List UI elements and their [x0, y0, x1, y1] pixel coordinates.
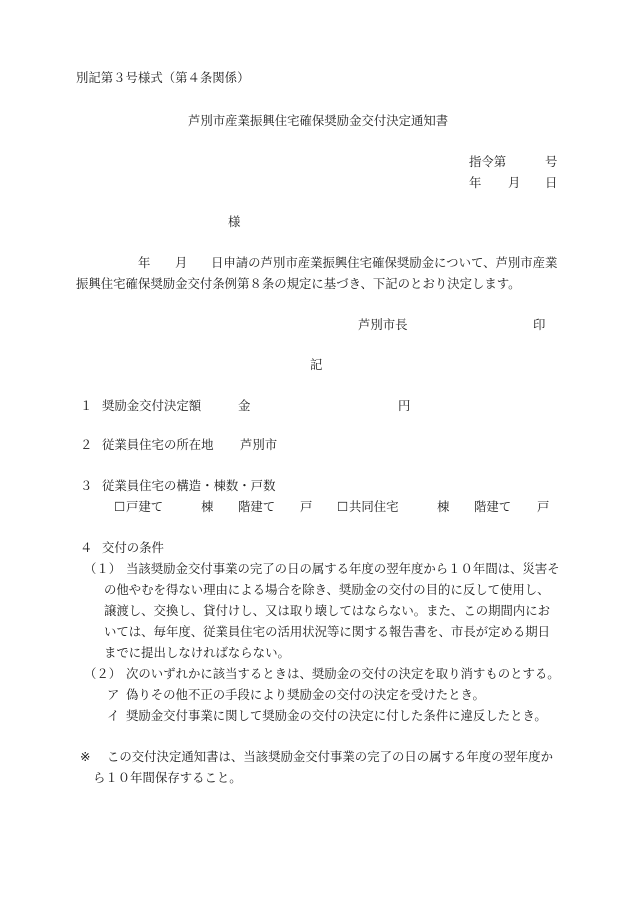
date-month: 月 — [508, 175, 521, 190]
body-line-2: 振興住宅確保奨励金交付条例第８条の規定に基づき、下記のとおり決定します。 — [76, 276, 521, 291]
item1-currency: 金 — [238, 398, 251, 413]
condition2-i-marker: イ — [107, 708, 120, 723]
condition1-line-5: までに提出しなければならない。 — [104, 645, 290, 660]
body-line-1: 日申請の芦別市産業振興住宅確保奨励金について、芦別市産業 — [211, 255, 558, 270]
note-line-1: この交付決定通知書は、当該奨励金交付事業の完了の日の属する年度の翌年度か — [107, 749, 554, 764]
shared-checkbox[interactable]: ☐ — [337, 499, 349, 514]
directive-number-suffix: 号 — [545, 154, 558, 169]
date-year: 年 — [469, 175, 482, 190]
item3-number: ３ — [80, 478, 93, 493]
item4-number: ４ — [80, 540, 93, 555]
item1-number: １ — [80, 398, 93, 413]
seal-mark: 印 — [533, 317, 546, 332]
detached-label: 戸建て — [126, 499, 164, 514]
item4-label: 交付の条件 — [102, 540, 164, 555]
detached-building-unit: 棟 — [201, 499, 214, 514]
date-day: 日 — [545, 175, 558, 190]
item2-label: 従業員住宅の所在地 — [102, 437, 214, 452]
detached-unit: 戸 — [300, 499, 313, 514]
condition2-line-1: 次のいずれかに該当するときは、奨励金の交付の決定を取り消すものとする。 — [126, 666, 560, 681]
shared-label: 共同住宅 — [349, 499, 399, 514]
item2-number: ２ — [80, 437, 93, 452]
item1-unit: 円 — [398, 398, 411, 413]
shared-building-unit: 棟 — [437, 499, 450, 514]
body-year: 年 — [138, 255, 151, 270]
shared-floors: 階建て — [474, 499, 512, 514]
signer-title: 芦別市長 — [358, 317, 408, 332]
item2-value: 芦別市 — [240, 437, 278, 452]
condition1-number: （１） — [84, 561, 122, 576]
item3-label: 従業員住宅の構造・棟数・戸数 — [102, 478, 276, 493]
condition2-number: （２） — [84, 666, 122, 681]
item1-label: 奨励金交付決定額 — [102, 398, 202, 413]
addressee-honorific: 様 — [228, 214, 241, 229]
condition2-a-marker: ア — [107, 687, 120, 702]
form-number-label: 別記第３号様式（第４条関係） — [76, 70, 250, 85]
shared-unit: 戸 — [537, 499, 550, 514]
condition1-line-3: 譲渡し、交換し、貸付けし、又は取り壊してはならない。また、この期間内にお — [104, 603, 551, 618]
condition1-line-4: いては、毎年度、従業員住宅の活用状況等に関する報告書を、市長が定める期日 — [104, 624, 551, 639]
condition2-a-text: 偽りその他不正の手段により奨励金の交付の決定を受けたとき。 — [126, 687, 485, 702]
note-mark: ※ — [80, 749, 91, 764]
directive-number-prefix: 指令第 — [469, 154, 507, 169]
condition2-i-text: 奨励金交付事業に関して奨励金の交付の決定に付した条件に違反したとき。 — [126, 708, 547, 723]
note-line-2: ら１０年間保存すること。 — [93, 770, 242, 785]
body-month: 月 — [175, 255, 188, 270]
detached-checkbox[interactable]: ☐ — [114, 499, 126, 514]
ki-heading: 記 — [310, 357, 323, 372]
detached-floors: 階建て — [238, 499, 276, 514]
condition1-line-1: 当該奨励金交付事業の完了の日の属する年度の翌年度から１０年間は、災害そ — [126, 561, 560, 576]
condition1-line-2: の他やむを得ない理由による場合を除き、奨励金の交付の目的に反して使用し、 — [104, 582, 550, 597]
document-title: 芦別市産業振興住宅確保奨励金交付決定通知書 — [188, 113, 449, 128]
